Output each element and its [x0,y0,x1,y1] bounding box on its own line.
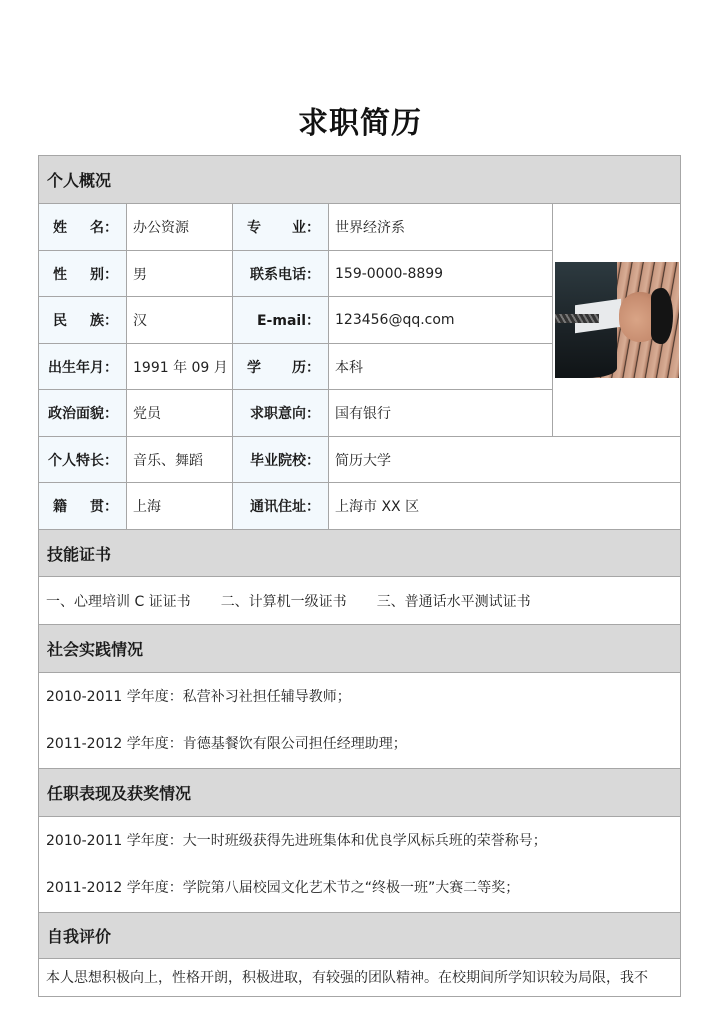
skill-item: 二、计算机一级证书 [220,593,347,610]
photo-cell [553,204,680,437]
label-name: 姓 名： [39,204,127,251]
value-phone: 159-0000-8899 [329,251,553,297]
page-title: 求职简历 [298,106,422,141]
skill-item: 一、心理培训 C 证证书 [46,593,191,610]
skill-item: 三、普通话水平测试证书 [376,593,531,610]
value-education: 本科 [329,344,553,390]
section-header-skills: 技能证书 [39,530,680,577]
value-address: 上海市 XX 区 [329,483,680,530]
label-phone: 联系电话： [233,251,329,297]
section-header-profile: 个人概况 [39,156,680,204]
value-specialty: 音乐、舞蹈 [127,437,233,483]
label-specialty: 个人特长： [39,437,127,483]
label-ethnicity: 民 族： [39,297,127,344]
value-school: 简历大学 [329,437,680,483]
resume-table [38,155,681,997]
value-name: 办公资源 [127,204,233,251]
practice-item: 2010-2011 学年度：私营补习社担任辅导教师； [46,688,351,705]
label-hometown: 籍 贯： [39,483,127,530]
label-political-status: 政治面貌： [39,390,127,437]
value-job-intention: 国有银行 [329,390,553,437]
value-hometown: 上海 [127,483,233,530]
award-item: 2011-2012 学年度：学院第八届校园文化艺术节之“终极一班”大赛二等奖； [46,880,520,897]
practice-list [39,673,680,769]
award-item: 2010-2011 学年度：大一时班级获得先进班集体和优良学风标兵班的荣誉称号； [46,832,547,849]
label-birthdate: 出生年月： [39,344,127,390]
label-job-intention: 求职意向： [233,390,329,437]
section-header-self-eval: 自我评价 [39,913,680,959]
label-address: 通讯住址： [233,483,329,530]
value-major: 世界经济系 [329,204,553,251]
label-email: E-mail： [233,297,329,344]
skills-list [39,577,680,625]
label-school: 毕业院校： [233,437,329,483]
portrait-photo [555,262,679,378]
value-birthdate: 1991 年 09 月 [127,344,233,390]
label-education: 学 历： [233,344,329,390]
practice-item: 2011-2012 学年度：肯德基餐饮有限公司担任经理助理； [46,736,407,753]
value-ethnicity: 汉 [127,297,233,344]
label-gender: 性 别： [39,251,127,297]
value-gender: 男 [127,251,233,297]
label-major: 专 业： [233,204,329,251]
section-header-awards: 任职表现及获奖情况 [39,769,680,817]
self-eval-text: 本人思想积极向上，性格开朗，积极进取，有较强的团队精神。在校期间所学知识较为局限，我不 [39,959,680,996]
awards-list [39,817,680,913]
value-political-status: 党员 [127,390,233,437]
section-header-practice: 社会实践情况 [39,625,680,673]
value-email: 123456@qq.com [329,297,553,344]
